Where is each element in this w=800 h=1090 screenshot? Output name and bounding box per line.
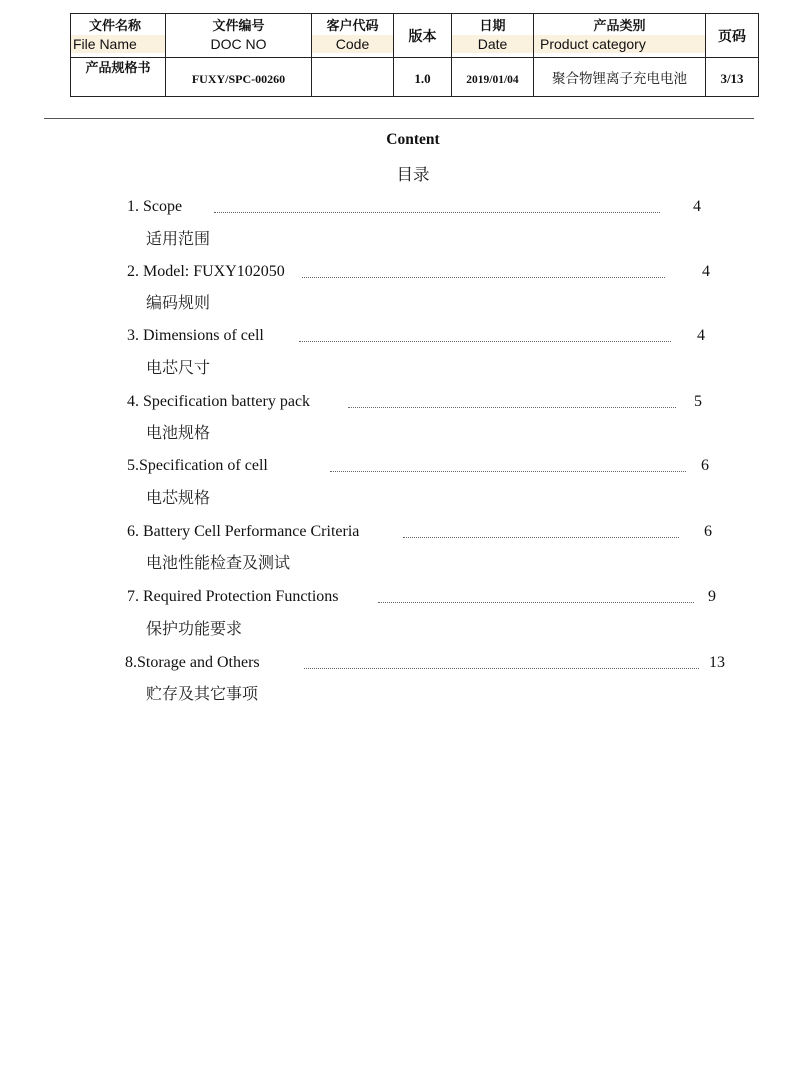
toc-title: Content (386, 131, 440, 148)
category-header (534, 14, 706, 58)
version-value (394, 58, 452, 97)
toc-entry-label: 1. Scope (127, 198, 183, 215)
toc-entry-page: 9 (708, 588, 716, 605)
toc-entry-protection[interactable] (0, 586, 800, 610)
toc-entry-label-zh: 编码规则 (146, 293, 211, 312)
toc-entry-label: 2. Model: FUXY102050 (127, 263, 285, 280)
toc-entry-label-zh: 电池规格 (146, 423, 211, 442)
toc-leader-dots (330, 471, 686, 472)
toc-entry-performance[interactable] (0, 521, 800, 545)
toc-entry-label: 8.Storage and Others (125, 654, 260, 671)
toc-leader-dots (299, 341, 671, 342)
toc-entry-label: 4. Specification battery pack (127, 393, 311, 410)
doc-no-zh: 文件编号 (212, 19, 265, 34)
toc-entry-label-zh: 保护功能要求 (146, 619, 243, 638)
page-value-text: 3/13 (720, 70, 744, 86)
toc-entry-page: 4 (697, 327, 705, 344)
toc-entry-storage[interactable] (0, 652, 800, 676)
category-en: Product category (534, 35, 705, 53)
customer-code-zh: 客户代码 (326, 19, 379, 34)
toc-entry-label: 5.Specification of cell (127, 457, 268, 474)
toc-entry-label-zh: 电芯规格 (146, 488, 211, 507)
date-value (452, 58, 534, 97)
date-header (452, 14, 534, 58)
file-name-zh: 文件名称 (89, 19, 142, 34)
category-zh: 产品类别 (593, 19, 646, 34)
toc-entry-model[interactable] (0, 261, 800, 285)
doc-no-en: DOC NO (210, 36, 267, 52)
doc-no-value-text: FUXY/SPC-00260 (191, 71, 286, 86)
toc-entry-page: 4 (702, 263, 710, 280)
toc-leader-dots (403, 537, 679, 538)
toc-entry-cell-spec[interactable] (0, 455, 800, 479)
version-value-text: 1.0 (414, 70, 431, 86)
toc-leader-dots (214, 212, 660, 213)
toc-entry-label-zh: 电芯尺寸 (146, 358, 211, 377)
toc-leader-dots (378, 602, 694, 603)
toc-entry-page: 13 (709, 654, 725, 671)
toc-entry-label: 6. Battery Cell Performance Criteria (127, 523, 360, 540)
customer-code-value (312, 58, 394, 97)
customer-code-header (312, 14, 394, 58)
toc-entry-page: 5 (694, 393, 702, 410)
toc-entry-label-zh: 贮存及其它事项 (146, 684, 259, 703)
file-name-header (71, 14, 166, 58)
page-header (706, 14, 759, 58)
page-label: 页码 (718, 28, 746, 45)
toc-entry-label: 3. Dimensions of cell (127, 327, 264, 344)
page-value (706, 58, 759, 97)
toc-entry-page: 4 (693, 198, 701, 215)
toc-leader-dots (348, 407, 676, 408)
version-header (394, 14, 452, 58)
customer-code-en: Code (312, 35, 393, 53)
toc-title-zh: 目录 (396, 165, 430, 184)
file-name-value (71, 58, 166, 97)
doc-no-header (166, 14, 312, 58)
file-name-value-text: 产品规格书 (85, 61, 151, 76)
toc-entry-scope[interactable] (0, 196, 800, 220)
toc-leader-dots (302, 277, 665, 278)
doc-no-value (166, 58, 312, 97)
date-en: Date (452, 35, 533, 53)
category-value (534, 58, 706, 97)
document-header-table (70, 13, 759, 97)
file-name-en: File Name (71, 35, 165, 53)
toc-entry-battery-pack[interactable] (0, 391, 800, 415)
toc-entry-label: 7. Required Protection Functions (127, 588, 339, 605)
toc-entry-page: 6 (704, 523, 712, 540)
header-divider (44, 118, 754, 119)
toc-entry-label-zh: 电池性能检查及测试 (146, 553, 291, 572)
date-value-text: 2019/01/04 (466, 73, 519, 86)
toc-entry-label-zh: 适用范围 (146, 229, 211, 248)
toc-entry-page: 6 (701, 457, 709, 474)
category-value-text: 聚合物锂离子充电电池 (552, 71, 687, 87)
toc-leader-dots (304, 668, 699, 669)
date-zh: 日期 (479, 19, 506, 34)
version-label: 版本 (408, 28, 437, 45)
toc-entry-dimensions[interactable] (0, 325, 800, 349)
